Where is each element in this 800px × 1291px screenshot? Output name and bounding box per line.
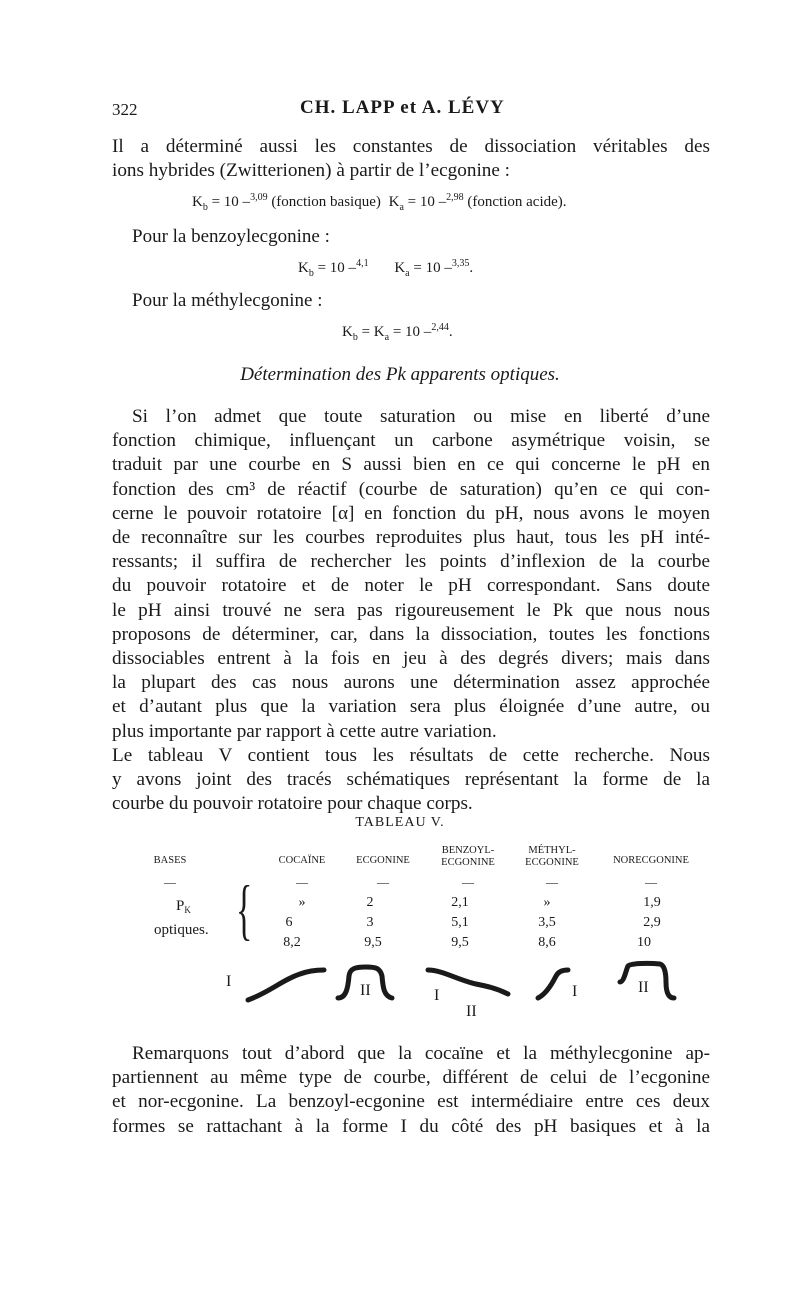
table-cell: 1,9 [643,895,661,910]
curve-label: II [466,1003,477,1020]
text-line: Remarquons tout d’abord que la cocaïne et la méthylecgonine ap- [132,1043,710,1064]
section-title: Détermination des Pk apparents optiques. [240,364,560,385]
text-line: de reconnaître sur les courbes reproduites plus haut, tous les pH inté- [112,527,710,549]
text-line: traduit par une courbe en S aussi bien en ce qui concerne le pH en [112,454,710,476]
curve-label: I [572,983,578,1000]
text-line: cerne le pouvoir rotatoire [α] en fonction du pH, nous avons le moyen [112,502,710,524]
table-caption: TABLEAU V. [355,815,445,830]
table-cell: 2 [366,895,374,910]
text-line: du pouvoir rotatoire et de noter le pH correspondant. Sans doute [112,575,710,597]
row-label-optiques: optiques. [154,922,209,938]
text-line: ressants; il suffira de rechercher les points d’inflexion de la courbe [112,551,710,573]
benzoyl-label: Pour la benzoylecgonine : [132,226,330,247]
table-cell: 2,9 [643,915,661,930]
column-header-benzoylecgonine [428,845,508,869]
table-cell: 3,5 [538,915,556,930]
text-line: partiennent au même type de courbe, différent de celui de l’ecgonine [112,1067,710,1089]
dash: — [462,875,474,889]
curve-methyl [538,970,568,998]
text-line: fonction chimique, influençant un carbone asymétrique voisin, se [112,430,710,452]
table-cell: » [298,895,306,910]
table-cell: 9,5 [451,935,469,950]
table-cell: 8,6 [538,935,556,950]
text-line: y avons joint des tracés schématiques représentant la forme de la [112,769,710,791]
header-line: BENZOYL- ECGONINE [441,845,495,868]
text-line: courbe du pouvoir rotatoire pour chaque corps. [112,793,473,815]
text-line: et nor-ecgonine. La benzoyl-ecgonine est intermédiaire entre ces deux [112,1091,710,1113]
paragraph-2 [112,744,710,817]
brace: { [236,874,253,948]
text-line: ions hybrides (Zwitterionen) à partir de l’ecgonine : [112,160,511,182]
curve-benzoyl [428,970,508,994]
table-cell: 6 [285,915,293,930]
table-cell: 8,2 [283,935,301,950]
text-line: la plupart des cas nous aurons une détermination assez approchée [112,672,710,694]
dash: — [377,875,389,889]
text-line: et d’autant plus que la variation sera plus éloignée d’une autre, ou [112,696,710,718]
curve-cocaine [248,970,324,1000]
column-header-bases: BASES [153,855,187,866]
paragraph-1 [112,405,710,744]
column-header-methylecgonine [512,845,592,869]
table-cell: 3 [366,915,374,930]
table-cell: 2,1 [451,895,469,910]
column-header-norecgonine: NORECGONINE [613,855,689,866]
intro-paragraph [112,135,710,183]
text-line: le pH ainsi trouvé ne sera pas rigoureusement le Pk que nous nous [112,599,710,621]
text-line: proposons de déterminer, car, dans la dissociation, toutes les fonctions [112,623,710,645]
curve-label: I [226,973,232,990]
curve-label: II [360,982,371,999]
text-line: dissociables entrent à la fois en jeu à des degrés divers; mais dans [112,648,710,670]
text-line: Il a déterminé aussi les constantes de dissociation véritables des [112,136,710,157]
header-line: MÉTHYL- ECGONINE [525,845,579,868]
table-cell: 5,1 [451,915,469,930]
benzoyl-formula: $K_b = 10$ –$^{4,1}$ $K_a = 10$ –$^{3,35}$. [298,258,474,279]
column-header-ecgonine: ECGONINE [356,855,410,866]
running-head: CH. LAPP et A. LÉVY [300,97,505,118]
page-number: 322 [112,100,138,119]
text-line: Si l’on admet que toute saturation ou mise en liberté d’une [132,406,710,427]
text-line: Le tableau V contient tous les résultats de cette recherche. Nous [112,745,710,766]
dash: — [164,875,176,889]
text-line: fonction des cm³ de réactif (courbe de saturation) qu’en ce qui con- [112,478,710,500]
table-cell: 9,5 [364,935,382,950]
curve-sketches [220,958,700,1028]
methyl-formula: $K_b = K_a = 10$ –$^{2,44}$. [342,322,453,343]
methyl-label: Pour la méthylecgonine : [132,290,323,311]
dash: — [645,875,657,889]
table-cell: » [543,895,551,910]
row-label-pk: $P_K$ [176,898,191,915]
curve-label: I [434,987,440,1004]
table-cell: 10 [637,935,651,950]
column-header-cocaine: COCAÏNE [278,855,326,866]
ecgonine-formula: $K_b = 10$ –$^{3,09}$ (fonction basique) $K_a = 10$ –$^{2,98}$ (fonction acide). [192,192,567,213]
paragraph-3 [112,1042,710,1139]
text-line: formes se rattachant à la forme I du côté des pH basiques et à la [112,1115,710,1137]
curve-label: II [638,979,649,996]
dash: — [546,875,558,889]
text-line: plus importante par rapport à cette autre variation. [112,720,497,742]
dash: — [296,875,308,889]
